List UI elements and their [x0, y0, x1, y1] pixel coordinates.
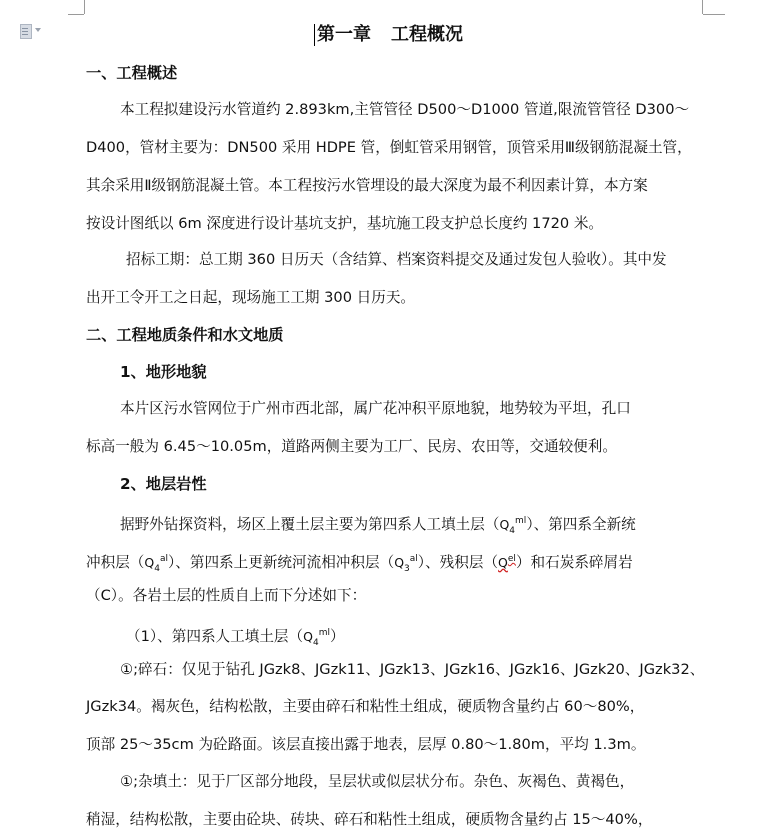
subsection-heading: 2、地层岩性 [120, 475, 207, 493]
paragraph-line: 稍湿，结构松散，主要由砼块、砖块、碎石和粘性土组成，硬质物含量约占 15～40%， [86, 811, 653, 828]
paragraph-line: 本工程拟建设污水管道约 2.893km,主管管径 D500～D1000 管道,限流管管径 D300～ [120, 101, 690, 118]
paragraph-line: JGzk34。褐灰色，结构松散，主要由碎石和粘性土组成，硬质物含量约占 60～80%， [86, 698, 645, 715]
margin-corner-mark [702, 0, 703, 14]
paragraph-line: 标高一般为 6.45～10.05m，道路两侧主要为工厂、民房、农田等，交通较便利。 [86, 438, 617, 455]
paragraph-line: ①;杂填土：见于厂区部分地段，呈层状或似层状分布。杂色、灰褐色、黄褐色， [120, 773, 635, 790]
paragraph-line: D400，管材主要为：DN500 采用 HDPE 管，倒虹管采用钢管，顶管采用Ⅲ级钢筋混凝土管， [86, 139, 692, 156]
section-heading-2: 二、工程地质条件和水文地质 [86, 326, 284, 344]
section-heading-1: 一、工程概述 [86, 64, 178, 82]
margin-corner-mark [84, 0, 85, 14]
paragraph-line: 按设计图纸以 6m 深度进行设计基坑支护，基坑施工段支护总长度约 1720 米。 [86, 215, 604, 232]
paragraph-line: 本片区污水管网位于广州市西北部，属广花冲积平原地貌，地势较为平坦，孔口 [120, 400, 631, 417]
paragraph-line: 其余采用Ⅱ级钢筋混凝土管。本工程按污水管埋设的最大深度为最不利因素计算，本方案 [86, 177, 648, 194]
subsection-heading: 1、地形地貌 [120, 363, 207, 381]
paragraph-line: 顶部 25～35cm 为砼路面。该层直接出露于地表，层厚 0.80～1.80m，平均 1.3m。 [86, 736, 646, 753]
list-item: （1）、第四系人工填土层$(Q_4^{ml})$ [126, 627, 345, 648]
margin-corner-mark [68, 14, 84, 15]
page-title: 第一章 工程概况 [317, 24, 463, 45]
paragraph-line: ①;碎石：仅见于钻孔 JGzk8、JGzk11、JGzk13、JGzk16、JGzk16、JGzk20、JGzk32、 [120, 661, 705, 678]
paragraph-line: 出开工令开工之日起，现场施工工期 300 日历天。 [86, 289, 416, 306]
spelling-marked-symbol[interactable]: Q [498, 554, 508, 570]
paragraph-line: 招标工期：总工期 360 日历天（含结算、档案资料提交及通过发包人验收）。其中发 [126, 251, 667, 268]
paragraph-line: （C）。各岩土层的性质自上而下分述如下： [86, 587, 367, 604]
margin-corner-mark [703, 14, 725, 15]
paragraph-line: 据野外钻探资料，场区上覆土层主要为第四系人工填土层$(Q_4^{ml})$、第四系全新统 [120, 515, 636, 536]
paragraph-line: 冲积层$(Q_4^{al})$、第四系上更新统河流相冲积层$(Q_3^{al})$、残积层$(Q^{el})$和石炭系碎屑岩 [86, 553, 633, 574]
